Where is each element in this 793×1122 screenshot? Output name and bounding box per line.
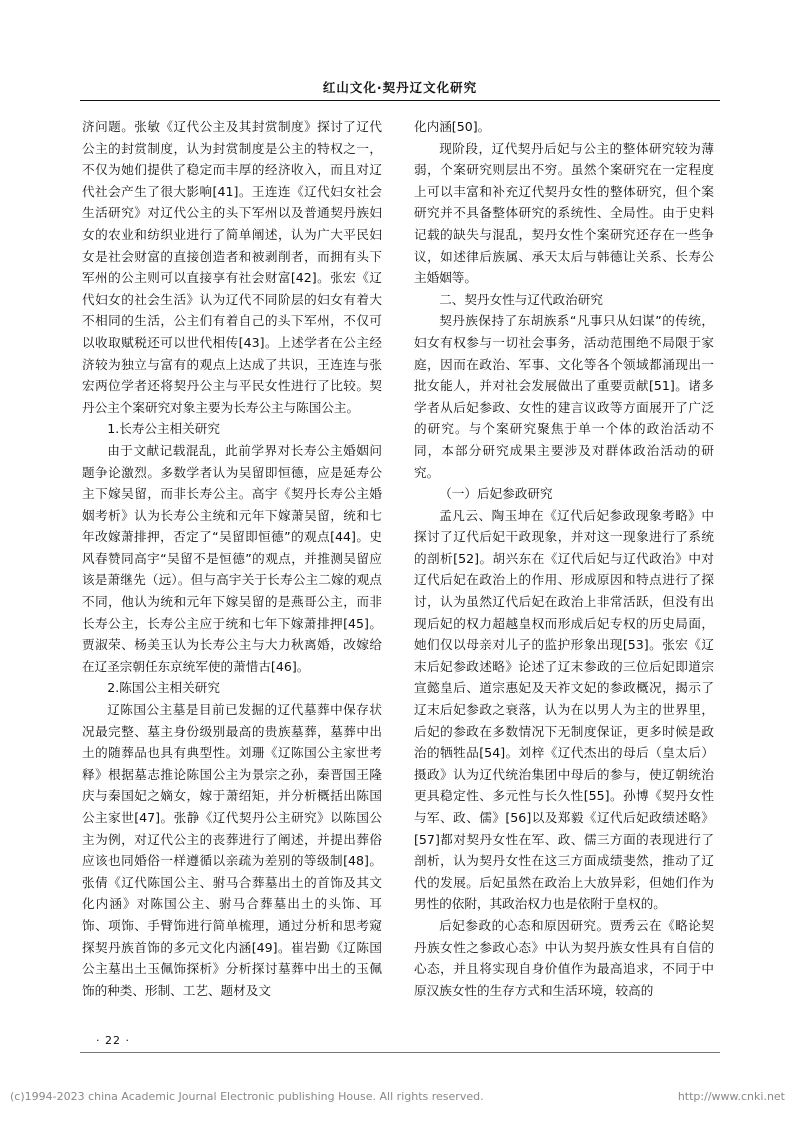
running-header: 红山文化·契丹辽文化研究: [322, 80, 478, 95]
page-number: · 22 ·: [96, 1034, 130, 1047]
paragraph: 孟凡云、陶玉坤在《辽代后妃参政现象考略》中探讨了辽代后妃干政现象，并对这一现象进行了系统的剖析[52]。胡兴东在《辽代后妃与辽代政治》中对辽代后妃在政治上的作用、形成原因和特点进行了探讨，认为虽然辽代后妃在政治上非常活跃，但没有出现后妃的权力超越皇权而形成后妃专权的历史局面，她们仅以母亲对儿子的监护形象出现[53]。张宏《辽末后妃参政述略》论述了辽末参政的三位后妃即道宗宣懿皇后、道宗惠妃及天祚文妃的参政概况，揭示了辽末后妃参政之衰落，认为在以男人为主的世界里，后妃的参政在多数情况下无制度保证，更多时候是政治的牺牲品[54]。刘梓《辽代杰出的母后（皇太后）摄政》认为辽代统治集团中母后的参与，使辽朝统治更具稳定性、多元性与长久性[55]。孙博《契丹女性与军、政、儒》[56]以及郑毅《辽代后妃政绩述略》[57]都对契丹女性在军、政、儒三方面的表现进行了剖析，认为契丹女性在这三方面成绩斐然，推动了辽代的发展。后妃虽然在政治上大放异彩，但她们作为男性的依附，其政治权力也是依附于皇权的。: [414, 507, 714, 912]
paragraph: 化内涵[50]。: [414, 119, 491, 134]
paragraph: 济问题。张敏《辽代公主及其封赏制度》探讨了辽代公主的封赏制度，认为封赏制度是公主的特权之一，不仅为她们提供了稳定而丰厚的经济收入，而且对辽代社会产生了很大影响[41]。王连连《辽代妇女社会生活研究》对辽代公主的头下军州以及普通契丹族妇女的农业和纺织业进行了简单阐述，认为广大平民妇女是社会财富的直接创造者和被剥削者，而拥有头下军州的公主则可以直接享有社会财富[42]。张宏《辽代妇女的社会生活》认为辽代不同阶层的妇女有着大不相同的生活，公主们有着自己的头下军州，不仅可以收取赋税还可以世代相传[43]。上述学者在公主经济较为独立与富有的观点上达成了共识，王连连与张宏两位学者还将契丹公主与平民女性进行了比较。契丹公主个案研究对象主要为长寿公主与陈国公主。: [82, 119, 382, 415]
section-heading: 二、契丹女性与辽代政治研究: [439, 291, 603, 307]
paragraph: 由于文献记载混乱，此前学界对长寿公主婚姻问题争论激烈。多数学者认为吴留即恒德，应是延寿公主下嫁吴留，而非长寿公主。高宇《契丹长寿公主婚姻考析》认为长寿公主统和元年下嫁萧吴留，统和七年改嫁萧排押，否定了“吴留即恒德”的观点[44]。史风春赞同高宇“吴留不是恒德”的观点，并推测吴留应该是萧继先（远）。但与高宇关于长寿公主二嫁的观点不同，他认为统和元年下嫁吴留的是燕哥公主，而非长寿公主，长寿公主应于统和七年下嫁萧排押[45]。贾淑荣、杨美玉认为长寿公主与大力秋离婚，改嫁给在辽圣宗朝任东京统军使的萧惜古[46]。: [82, 442, 382, 674]
copyright-text: (c)1994-2023 china Academic Journal Electronic publishing House. All rights reserved.: [10, 1090, 484, 1103]
right-column: [414, 116, 714, 1001]
cnki-link[interactable]: http://www.cnki.net: [677, 1090, 785, 1103]
footer-rule: [80, 1052, 720, 1053]
paragraph: 后妃参政的心态和原因研究。贾秀云在《略论契丹族女性之参政心态》中认为契丹族女性具有自信的心态，并且将实现自身价值作为最高追求，不同于中原汉族女性的生存方式和生活环境，较高的: [414, 917, 714, 998]
paragraph: 辽陈国公主墓是目前已发掘的辽代墓葬中保存状况最完整、墓主身份级别最高的贵族墓葬，墓葬中出土的随葬品也具有典型性。刘珊《辽陈国公主家世考释》根据墓志推论陈国公主为景宗之孙，秦晋国王隆庆与秦国妃之嫡女，嫁于萧绍矩，并分析概括出陈国公主家世[47]。张静《辽代契丹公主研究》以陈国公主为例，对辽代公主的丧葬进行了阐述，并提出葬俗应该也同婚俗一样遵循以亲疏为差别的等级制[48]。张倩《辽代陈国公主、驸马合葬墓出土的首饰及其文化内涵》对陈国公主、驸马合葬墓出土的头饰、耳饰、项饰、手臂饰进行简单梳理，通过分析和思考窥探契丹族首饰的多元文化内涵[49]。崔岩勤《辽陈国公主墓出土玉佩饰探析》分析探讨墓葬中出土的玉佩饰的种类、形制、工艺、题材及文: [82, 702, 382, 998]
paragraph: 现阶段，辽代契丹后妃与公主的整体研究较为薄弱，个案研究则层出不穷。虽然个案研究在一定程度上可以丰富和补充辽代契丹女性的整体研究，但个案研究并不具备整体研究的系统性、全局性。由于史料记载的缺失与混乱，契丹女性个案研究还存在一些争议，如述律后族属、承天太后与韩德让关系、长寿公主婚姻等。: [414, 140, 714, 286]
header-rule: [80, 100, 720, 101]
section-heading: 2.陈国公主相关研究: [107, 680, 220, 696]
paragraph: 契丹族保持了东胡族系“凡事只从妇谋”的传统，妇女有权参与一切社会事务，活动范围绝不局限于家庭，因而在政治、军事、文化等各个领域都涌现出一批女能人，并对社会发展做出了重要贡献[51]。诸多学者从后妃参政、女性的建言议政等方面展开了广泛的研究。与个案研究聚焦于单一个体的政治活动不同，本部分研究成果主要涉及对群体政治活动的研究。: [414, 313, 714, 480]
left-column: [82, 116, 382, 1001]
section-heading: 1.长寿公主相关研究: [107, 421, 220, 437]
subsection-heading: （一）后妃参政研究: [439, 486, 553, 502]
copyright-bar: [10, 1090, 785, 1103]
